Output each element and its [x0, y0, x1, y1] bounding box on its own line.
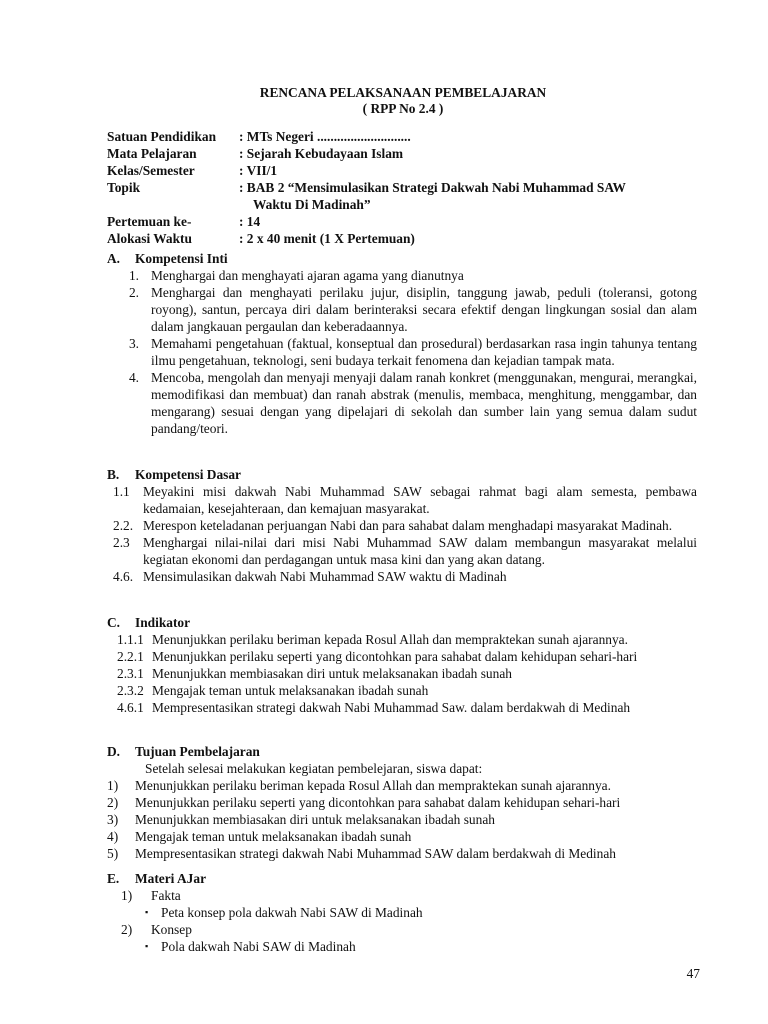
section-heading [107, 743, 697, 760]
meta-row [107, 162, 707, 179]
item-number: 5) [107, 846, 119, 861]
item-text: Menunjukkan perilaku seperti yang dicontohkan para sahabat dalam kehidupan sehari-hari [135, 795, 621, 810]
meta-label: Mata Pelajaran [107, 146, 197, 161]
list-item [113, 517, 697, 534]
bullet-text: Peta konsep pola dakwah Nabi SAW di Madinah [161, 905, 423, 920]
list-item [117, 699, 697, 716]
item-text: Merespon keteladanan perjuangan Nabi dan para sahabat dalam menghadapi masyarakat Madinah. [143, 518, 673, 533]
section-title: Kompetensi Dasar [135, 467, 242, 482]
item-number: 1. [128, 268, 139, 283]
list-item [107, 828, 697, 845]
item-text: Memahami pengetahuan (faktual, konseptual dan prosedural) berdasarkan rasa ingin tahunya tentang ilmu pengetahuan, teknologi, seni budaya terkait fenomena dan kejadian tampak mata. [151, 336, 697, 368]
list-item [113, 534, 697, 568]
meta-label: Satuan Pendidikan [107, 129, 217, 144]
list-item [107, 794, 697, 811]
list-item [107, 811, 697, 828]
meta-label: Kelas/Semester [107, 163, 195, 178]
item-number: 4.6.1 [117, 700, 144, 715]
sub-label: Fakta [151, 888, 181, 903]
item-number: 4. [128, 370, 139, 385]
item-number: 4) [107, 829, 119, 844]
meta-row [107, 145, 707, 162]
item-number: 4.6. [113, 569, 134, 584]
list-item [107, 845, 697, 862]
list-item [115, 267, 697, 284]
bullet-item [145, 938, 697, 955]
section-kompetensi-inti [107, 250, 697, 437]
item-number: 3. [128, 336, 139, 351]
meta-label: Pertemuan ke- [107, 214, 192, 229]
item-text: Menghargai dan menghayati perilaku jujur, disiplin, tanggung jawab, peduli (toleransi, gotong royong), santun, percaya diri dalam berinteraksi secara efektif dengan lingkungan sosial dan alam dalam jangkauan pergaulan dan keberadaannya. [151, 285, 697, 334]
section-letter: A. [107, 251, 121, 266]
item-text: Mempresentasikan strategi dakwah Nabi Muhammad SAW dalam berdakwah di Medinah [135, 846, 616, 861]
sub-item [121, 921, 697, 938]
document-title: RENCANA PELAKSANAAN PEMBELAJARAN [259, 85, 547, 100]
section-letter: B. [107, 467, 120, 482]
list-item [107, 777, 697, 794]
topic-line-1: : BAB 2 “Mensimulasikan Strategi Dakwah Nabi Muhammad SAW [239, 180, 626, 195]
list-item [115, 335, 697, 369]
section-tujuan-pembelajaran [107, 743, 697, 862]
meta-value: : 14 [239, 214, 261, 229]
sub-item [121, 887, 697, 904]
topic-line-2: Waktu Di Madinah” [253, 197, 371, 212]
item-number: 2.3.2 [117, 683, 144, 698]
section-letter: C. [107, 615, 121, 630]
list-item [117, 631, 697, 648]
section-kompetensi-dasar [107, 466, 697, 585]
identity-table [107, 128, 707, 247]
meta-label: Topik [107, 180, 141, 195]
section-heading [107, 614, 697, 631]
list-item [117, 648, 697, 665]
item-text: Menunjukkan perilaku beriman kepada Rosul Allah dan mempraktekan sunah ajarannya. [135, 778, 611, 793]
item-number: 2. [128, 285, 139, 300]
list-item [117, 665, 697, 682]
meta-value: : VII/1 [239, 163, 278, 178]
section-title: Indikator [135, 615, 191, 630]
section-heading [107, 466, 697, 483]
section-intro: Setelah selesai melakukan kegiatan pembelejaran, siswa dapat: [145, 761, 483, 776]
item-text: Mempresentasikan strategi dakwah Nabi Muhammad Saw. dalam berdakwah di Medinah [152, 700, 631, 715]
meta-label: Alokasi Waktu [107, 231, 192, 246]
bullet-icon: ▪ [145, 941, 149, 951]
section-indikator [107, 614, 697, 716]
section-title: Kompetensi Inti [135, 251, 228, 266]
meta-row [107, 230, 707, 247]
item-text: Menghargai nilai-nilai dari misi Nabi Muhammad SAW dalam membangun masyarakat melalui kegiatan ekonomi dan perdagangan untuk masa kini dan yang akan datang. [143, 535, 697, 567]
item-text: Menunjukkan perilaku beriman kepada Rosul Allah dan mempraktekan sunah ajarannya. [152, 632, 628, 647]
section-heading [107, 250, 697, 267]
section-materi-ajar [107, 870, 697, 955]
item-number: 2) [107, 795, 119, 810]
section-letter: E. [107, 871, 120, 886]
item-number: 1) [107, 778, 119, 793]
item-number: 1.1.1 [117, 632, 144, 647]
section-heading [107, 870, 697, 887]
list-item [117, 682, 697, 699]
item-text: Mensimulasikan dakwah Nabi Muhammad SAW waktu di Madinah [143, 569, 507, 584]
meta-value: : Sejarah Kebudayaan Islam [239, 146, 404, 161]
item-number: 2.3 [113, 535, 130, 550]
bullet-icon: ▪ [145, 907, 149, 917]
list-item [113, 568, 697, 585]
list-item [113, 483, 697, 517]
item-text: Meyakini misi dakwah Nabi Muhammad SAW sebagai rahmat bagi alam semesta, pembawa kedamaian, kesejahteraan, dan kemajuan masyarakat. [143, 484, 697, 516]
item-number: 2.3.1 [117, 666, 144, 681]
item-number: 2.2.1 [117, 649, 144, 664]
item-number: 3) [107, 812, 119, 827]
item-number: 2.2. [113, 518, 134, 533]
section-title: Tujuan Pembelajaran [135, 744, 260, 759]
meta-row [107, 213, 707, 230]
sub-label: Konsep [151, 922, 192, 937]
item-text: Menunjukkan membiasakan diri untuk melaksanakan ibadah sunah [152, 666, 512, 681]
meta-value [239, 179, 707, 213]
meta-value: : MTs Negeri ............................ [239, 129, 411, 144]
page-number: 47 [686, 966, 700, 981]
bullet-text: Pola dakwah Nabi SAW di Madinah [161, 939, 356, 954]
item-text: Mengajak teman untuk melaksanakan ibadah sunah [135, 829, 412, 844]
item-text: Menunjukkan membiasakan diri untuk melaksanakan ibadah sunah [135, 812, 495, 827]
sub-number: 2) [121, 922, 133, 937]
item-text: Mengajak teman untuk melaksanakan ibadah sunah [152, 683, 429, 698]
section-title: Materi AJar [135, 871, 207, 886]
meta-value: : 2 x 40 menit (1 X Pertemuan) [239, 231, 415, 246]
sub-number: 1) [121, 888, 133, 903]
item-text: Menghargai dan menghayati ajaran agama yang dianutnya [151, 268, 464, 283]
item-text: Menunjukkan perilaku seperti yang dicontohkan para sahabat dalam kehidupan sehari-hari [152, 649, 638, 664]
item-number: 1.1 [113, 484, 130, 499]
list-item [115, 369, 697, 437]
section-letter: D. [107, 744, 121, 759]
bullet-item [145, 904, 697, 921]
meta-row [107, 179, 707, 213]
item-text: Mencoba, mengolah dan menyaji menyaji dalam ranah konkret (menggunakan, mengurai, merangkai, memodifikasi dan membuat) dan ranah abstrak (menulis, membaca, menghitung, menggambar, dan mengarang) sesuai dengan yang dipelajari di sekolah dan sumber lain yang semua dalam sudut pandang/teori. [151, 370, 697, 436]
document-subtitle: ( RPP No 2.4 ) [362, 101, 444, 116]
list-item [115, 284, 697, 335]
meta-row [107, 128, 707, 145]
